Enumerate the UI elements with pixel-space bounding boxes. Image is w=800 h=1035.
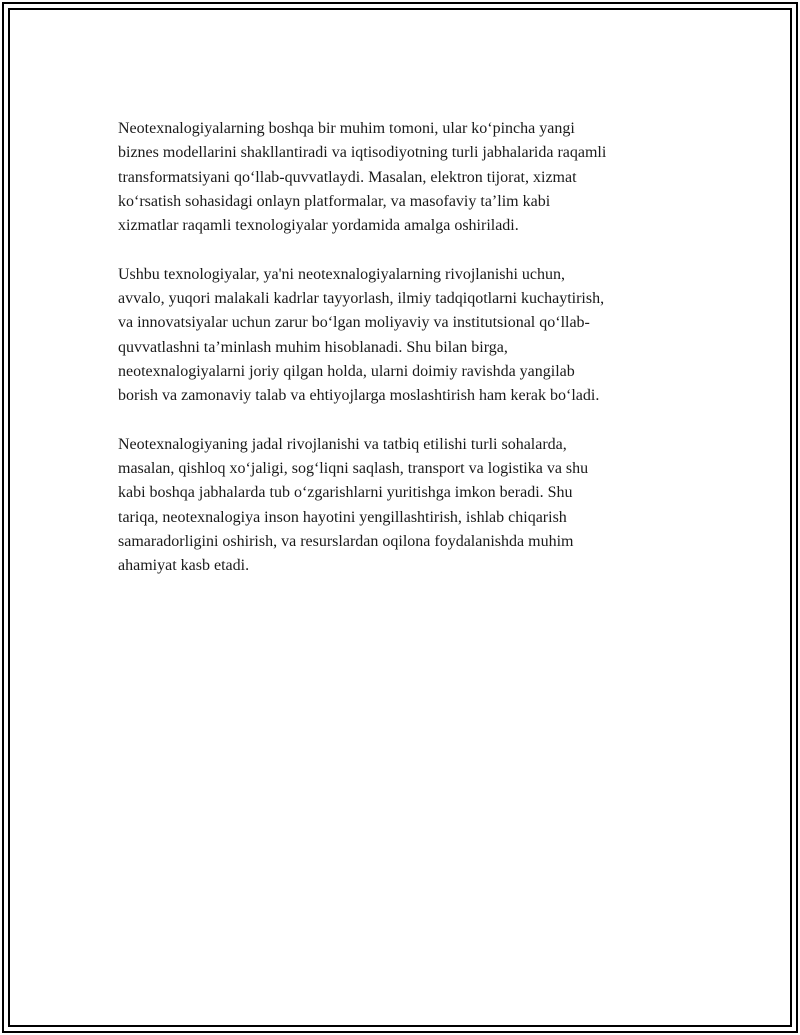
paragraph-2 — [118, 263, 666, 409]
paragraph-line: transformatsiyani qo‘llab-quvvatlaydi. Masalan, elektron tijorat, xizmat — [118, 168, 577, 186]
paragraph-1 — [118, 117, 666, 238]
paragraph-line: Ushbu texnologiyalar, ya'ni neotexnalogiyalarning rivojlanishi uchun, — [118, 265, 566, 283]
paragraph-line: samaradorligini oshirish, va resurslardan oqilona foydalanishda muhim — [118, 533, 574, 551]
paragraph-line: Neotexnalogiyaning jadal rivojlanishi va tatbiq etilishi turli sohalarda, — [118, 435, 567, 453]
paragraph-line: ko‘rsatish sohasidagi onlayn platformalar, va masofaviy ta’lim kabi — [118, 192, 551, 210]
paragraph-line: Neotexnalogiyalarning boshqa bir muhim tomoni, ular ko‘pincha yangi — [118, 120, 575, 137]
paragraph-line: va innovatsiyalar uchun zarur bo‘lgan moliyaviy va institutsional qo‘llab- — [118, 314, 590, 332]
paragraph-line: xizmatlar raqamli texnologiyalar yordamida amalga oshiriladi. — [118, 217, 519, 235]
paragraph-line: kabi boshqa jabhalarda tub o‘zgarishlarni yuritishga imkon beradi. Shu — [118, 484, 573, 502]
paragraph-line: masalan, qishloq xo‘jaligi, sog‘liqni saqlash, transport va logistika va shu — [118, 460, 589, 478]
paragraph-line: avvalo, yuqori malakali kadrlar tayyorlash, ilmiy tadqiqotlarni kuchaytirish, — [118, 290, 605, 308]
paragraph-line: quvvatlashni ta’minlash muhim hisoblanadi. Shu bilan birga, — [118, 338, 508, 356]
paragraph-line: biznes modellarini shakllantiradi va iqtisodiyotning turli jabhalarida raqamli — [118, 144, 607, 162]
document-body — [118, 117, 666, 603]
paragraph-3 — [118, 433, 666, 579]
paragraph-line: neotexnalogiyalarni joriy qilgan holda, ularni doimiy ravishda yangilab — [118, 362, 575, 380]
paragraph-line: borish va zamonaviy talab va ehtiyojlarga moslashtirish ham kerak bo‘ladi. — [118, 387, 600, 405]
paragraph-line: tariqa, neotexnalogiya inson hayotini yengillashtirish, ishlab chiqarish — [118, 508, 567, 526]
paragraph-line: ahamiyat kasb etadi. — [118, 557, 250, 575]
